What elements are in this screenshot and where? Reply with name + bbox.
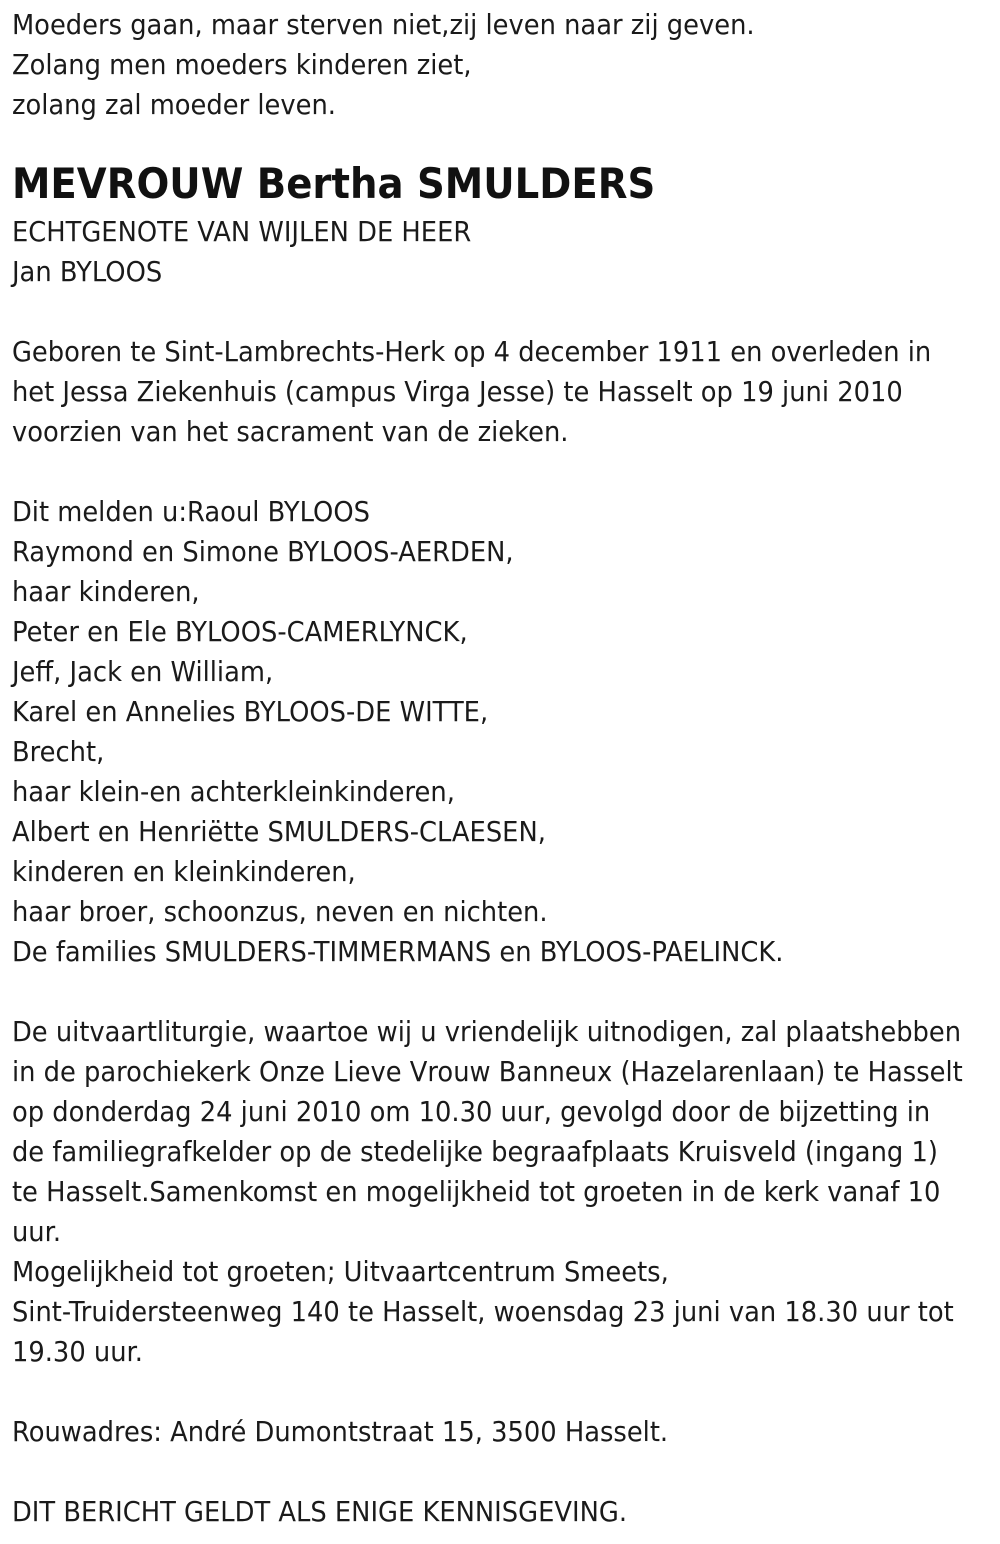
announcer-line: haar klein-en achterkleinkinderen, (11, 775, 455, 808)
spacer (12, 452, 1000, 492)
service-info-section (12, 1012, 1000, 1372)
announcer-line: De families SMULDERS-TIMMERMANS en BYLOOS-PAELINCK. (11, 935, 784, 968)
announcer-line: Raymond en Simone BYLOOS-AERDEN, (11, 535, 514, 568)
life-dates-section (12, 332, 1000, 452)
deceased-name-title: MEVROUW Bertha SMULDERS (11, 159, 656, 208)
spacer (12, 292, 1000, 332)
closing-notice-line: DIT BERICHT GELDT ALS ENIGE KENNISGEVING. (11, 1495, 628, 1528)
deceased-header (12, 159, 1000, 292)
life-dates-line: Geboren te Sint-Lambrechts-Herk op 4 december 1911 en overleden in (11, 335, 932, 368)
announcers-section (12, 492, 1000, 972)
life-dates-line: voorzien van het sacrament van de zieken. (11, 415, 569, 448)
announcer-line: Karel en Annelies BYLOOS-DE WITTE, (11, 695, 489, 728)
service-info-line: Sint-Truidersteenweg 140 te Hasselt, woensdag 23 juni van 18.30 uur tot (11, 1295, 954, 1328)
announcer-line: haar kinderen, (11, 575, 200, 608)
poem-section (12, 5, 1000, 125)
poem-line: Moeders gaan, maar sterven niet,zij leven naar zij geven. (11, 8, 755, 41)
spacer (12, 972, 1000, 1012)
poem-line: zolang zal moeder leven. (11, 88, 337, 121)
service-info-line: te Hasselt.Samenkomst en mogelijkheid tot groeten in de kerk vanaf 10 (11, 1175, 941, 1208)
service-info-line: uur. (11, 1215, 62, 1248)
announcer-line: Dit melden u:Raoul BYLOOS (11, 495, 370, 528)
mourning-address-line: Rouwadres: André Dumontstraat 15, 3500 Hasselt. (11, 1415, 669, 1448)
life-dates-line: het Jessa Ziekenhuis (campus Virga Jesse) te Hasselt op 19 juni 2010 (11, 375, 903, 408)
service-info-line: De uitvaartliturgie, waartoe wij u vriendelijk uitnodigen, zal plaatshebben (11, 1015, 962, 1048)
announcer-line: Jeff, Jack en William, (11, 655, 274, 688)
service-info-line: op donderdag 24 juni 2010 om 10.30 uur, gevolgd door de bijzetting in (11, 1095, 931, 1128)
service-info-line: 19.30 uur. (11, 1335, 143, 1368)
service-info-line: Mogelijkheid tot groeten; Uitvaartcentrum Smeets, (11, 1255, 669, 1288)
announcer-line: haar broer, schoonzus, neven en nichten. (11, 895, 548, 928)
service-info-line: in de parochiekerk Onze Lieve Vrouw Banneux (Hazelarenlaan) te Hasselt (11, 1055, 963, 1088)
spacer (12, 1452, 1000, 1492)
service-info-line: de familiegrafkelder op de stedelijke begraafplaats Kruisveld (ingang 1) (11, 1135, 938, 1168)
announcer-line: Brecht, (11, 735, 105, 768)
announcer-line: Albert en Henriëtte SMULDERS-CLAESEN, (11, 815, 546, 848)
poem-line: Zolang men moeders kinderen ziet, (11, 48, 472, 81)
spacer (12, 1372, 1000, 1412)
spouse-of-label: ECHTGENOTE VAN WIJLEN DE HEER (11, 215, 472, 248)
spouse-name: Jan BYLOOS (11, 255, 163, 288)
announcer-line: Peter en Ele BYLOOS-CAMERLYNCK, (11, 615, 468, 648)
announcer-line: kinderen en kleinkinderen, (11, 855, 356, 888)
